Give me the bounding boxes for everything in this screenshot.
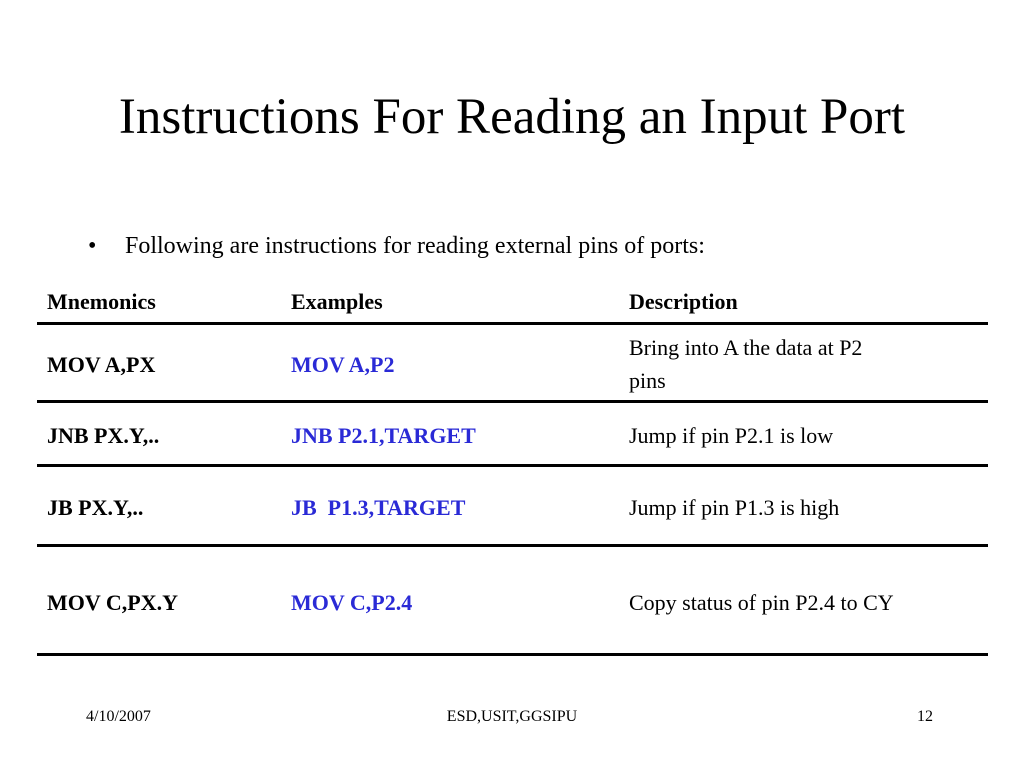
row-1-description: Bring into A the data at P2 <box>629 335 863 360</box>
slide-title: Instructions For Reading an Input Port <box>118 89 906 145</box>
table-bottom-border <box>37 653 988 656</box>
row-3-description: Jump if pin P1.3 is high <box>629 495 840 520</box>
header-description: Description <box>629 289 738 314</box>
header-examples: Examples <box>291 289 383 314</box>
header-mnemonics: Mnemonics <box>47 289 156 314</box>
row-2-mnemonic: JNB PX.Y,.. <box>47 423 160 448</box>
table-divider <box>37 400 988 403</box>
row-1-mnemonic: MOV A,PX <box>47 352 156 377</box>
row-1-example: MOV A,P2 <box>291 352 395 377</box>
row-1-description-cont: pins <box>629 368 666 393</box>
row-4-example: MOV C,P2.4 <box>291 590 413 615</box>
row-2-description: Jump if pin P2.1 is low <box>629 423 834 448</box>
footer-center: ESD,USIT,GGSIPU <box>446 708 578 725</box>
row-3-example: JB P1.3,TARGET <box>291 495 466 520</box>
row-2-example: JNB P2.1,TARGET <box>291 423 476 448</box>
footer-date: 4/10/2007 <box>86 708 151 725</box>
table-divider <box>37 464 988 467</box>
bullet-text: Following are instructions for reading external pins of ports: <box>125 233 705 259</box>
table-divider <box>37 544 988 547</box>
row-4-description: Copy status of pin P2.4 to CY <box>629 590 894 615</box>
row-3-mnemonic: JB PX.Y,.. <box>47 495 144 520</box>
table-divider <box>37 322 988 325</box>
bullet-dot: • <box>88 233 97 259</box>
page-number: 12 <box>917 708 933 725</box>
instruction-table <box>37 0 988 768</box>
row-4-mnemonic: MOV C,PX.Y <box>47 590 178 615</box>
